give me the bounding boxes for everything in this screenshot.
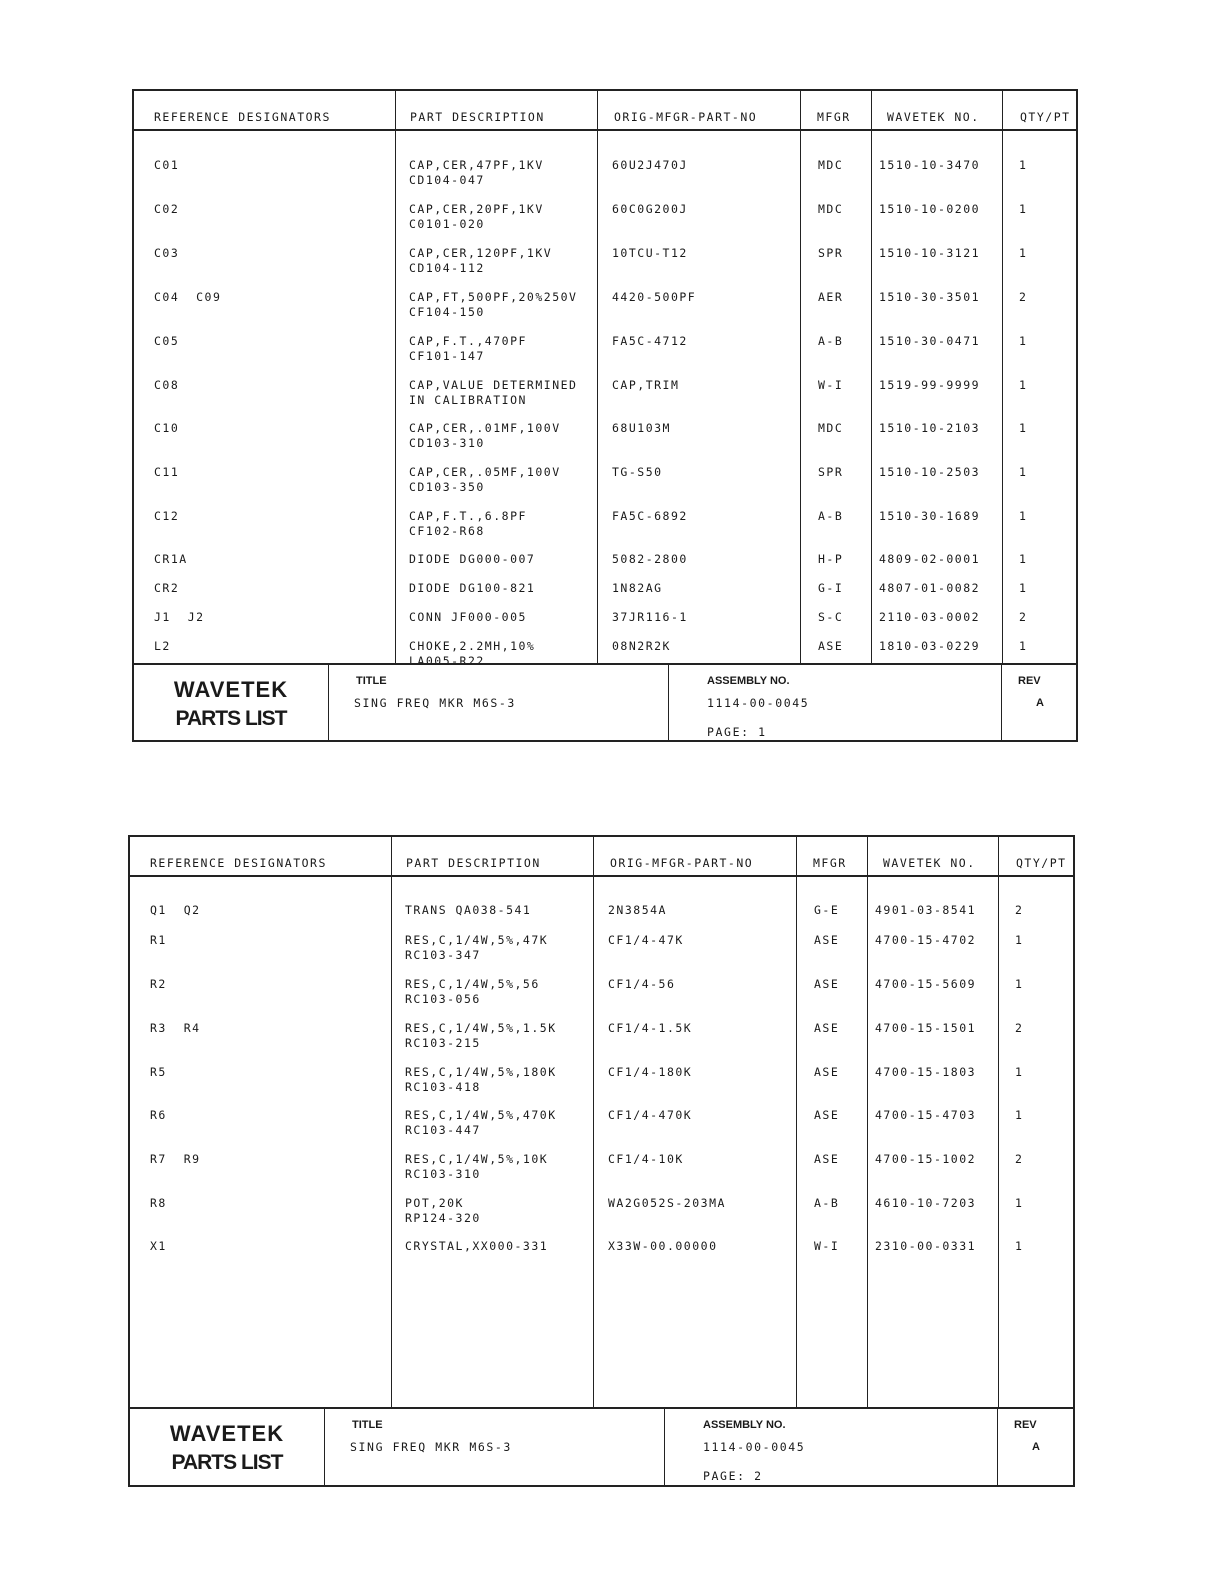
- column-header-wavetek-no: WAVETEK NO.: [887, 110, 980, 124]
- table-cell-wt: 4700-15-1002: [875, 1152, 977, 1166]
- table-cell-qty: 1: [1019, 202, 1028, 216]
- column-divider: [796, 837, 797, 1407]
- table-cell-qty: 1: [1015, 1108, 1024, 1122]
- column-divider: [867, 837, 868, 1407]
- table-cell-part: 2N3854A: [608, 903, 667, 917]
- table-cell-desc: CAP,CER,.05MF,100V CD103-350: [409, 465, 561, 494]
- wavetek-logo: [130, 1421, 324, 1475]
- table-cell-part: 37JR116-1: [612, 610, 688, 624]
- table-cell-qty: 1: [1019, 246, 1028, 260]
- table-cell-part: 1N82AG: [612, 581, 663, 595]
- table-cell-desc: CAP,FT,500PF,20%250V CF104-150: [409, 290, 578, 319]
- title-block-divider: [668, 665, 669, 742]
- table-cell-ref: R3 R4: [150, 1021, 201, 1035]
- table-cell-wt: 4700-15-4702: [875, 933, 977, 947]
- table-cell-qty: 1: [1015, 1239, 1024, 1253]
- rev-label: REV: [1014, 1419, 1037, 1431]
- table-cell-desc: CAP,CER,47PF,1KV CD104-047: [409, 158, 544, 187]
- table-cell-wt: 4700-15-5609: [875, 977, 977, 991]
- table-cell-desc: RES,C,1/4W,5%,470K RC103-447: [405, 1108, 557, 1137]
- column-header-ref: REFERENCE DESIGNATORS: [154, 110, 331, 124]
- table-cell-desc: CAP,CER,20PF,1KV C0101-020: [409, 202, 544, 231]
- table-cell-desc: CAP,CER,120PF,1KV CD104-112: [409, 246, 553, 275]
- table-cell-qty: 1: [1019, 378, 1028, 392]
- table-cell-qty: 1: [1019, 465, 1028, 479]
- table-cell-part: 68U103M: [612, 421, 671, 435]
- title-block: [130, 1407, 1073, 1487]
- column-header-desc: PART DESCRIPTION: [410, 110, 545, 124]
- table-cell-mfgr: W-I: [814, 1239, 840, 1253]
- table-cell-mfgr: ASE: [818, 639, 844, 653]
- assembly-label: ASSEMBLY NO.: [703, 1419, 786, 1431]
- table-cell-ref: C11: [154, 465, 180, 479]
- table-cell-wt: 4700-15-1803: [875, 1065, 977, 1079]
- table-cell-qty: 2: [1015, 903, 1024, 917]
- table-cell-wt: 1510-30-3501: [879, 290, 981, 304]
- rev-value: A: [1036, 697, 1044, 709]
- table-cell-qty: 1: [1019, 509, 1028, 523]
- table-cell-ref: R7 R9: [150, 1152, 201, 1166]
- table-cell-part: 60C0G200J: [612, 202, 688, 216]
- table-cell-wt: 1810-03-0229: [879, 639, 981, 653]
- table-cell-mfgr: SPR: [818, 246, 844, 260]
- column-divider: [1002, 91, 1003, 663]
- column-header-wavetek-no: WAVETEK NO.: [883, 856, 976, 870]
- table-cell-part: WA2G052S-203MA: [608, 1196, 726, 1210]
- page-number: PAGE: 1: [707, 725, 767, 739]
- table-cell-qty: 1: [1019, 158, 1028, 172]
- table-cell-mfgr: A-B: [814, 1196, 840, 1210]
- table-cell-wt: 4809-02-0001: [879, 552, 981, 566]
- assembly-label: ASSEMBLY NO.: [707, 675, 790, 687]
- table-cell-mfgr: MDC: [818, 421, 844, 435]
- table-cell-qty: 1: [1019, 334, 1028, 348]
- table-cell-mfgr: A-B: [818, 334, 844, 348]
- table-cell-mfgr: ASE: [814, 933, 840, 947]
- table-cell-desc: CAP,CER,.01MF,100V CD103-310: [409, 421, 561, 450]
- table-cell-mfgr: H-P: [818, 552, 844, 566]
- table-cell-part: CAP,TRIM: [612, 378, 680, 392]
- table-cell-qty: 2: [1019, 610, 1028, 624]
- brand-name: WAVETEK: [169, 1421, 285, 1446]
- table-cell-qty: 2: [1015, 1021, 1024, 1035]
- column-header-qty: QTY/PT: [1020, 110, 1071, 124]
- table-cell-part: FA5C-4712: [612, 334, 688, 348]
- wavetek-logo: [134, 677, 328, 731]
- table-cell-wt: 1519-99-9999: [879, 378, 981, 392]
- table-cell-mfgr: MDC: [818, 202, 844, 216]
- table-cell-desc: CHOKE,2.2MH,10% LA005-R22: [409, 639, 536, 668]
- column-header-desc: PART DESCRIPTION: [406, 856, 541, 870]
- table-cell-desc: DIODE DG000-007: [409, 552, 536, 566]
- table-cell-ref: C05: [154, 334, 180, 348]
- title-block-divider: [328, 665, 329, 742]
- table-cell-mfgr: G-I: [818, 581, 844, 595]
- title-block-divider: [997, 1409, 998, 1487]
- table-cell-mfgr: SPR: [818, 465, 844, 479]
- assembly-number: 1114-00-0045: [707, 696, 810, 710]
- table-cell-wt: 2110-03-0002: [879, 610, 981, 624]
- table-cell-desc: RES,C,1/4W,5%,180K RC103-418: [405, 1065, 557, 1094]
- table-header: [134, 91, 1076, 131]
- table-cell-desc: CAP,VALUE DETERMINED IN CALIBRATION: [409, 378, 578, 407]
- table-cell-desc: CRYSTAL,XX000-331: [405, 1239, 549, 1253]
- parts-list-sheet: [132, 89, 1078, 742]
- table-cell-desc: RES,C,1/4W,5%,47K RC103-347: [405, 933, 549, 962]
- table-cell-desc: CAP,F.T.,6.8PF CF102-R68: [409, 509, 527, 538]
- table-cell-mfgr: ASE: [814, 1108, 840, 1122]
- table-cell-ref: R8: [150, 1196, 167, 1210]
- column-header-mfgr: MFGR: [817, 110, 851, 124]
- document-type: PARTS LIST: [171, 1451, 283, 1474]
- column-header-ref: REFERENCE DESIGNATORS: [150, 856, 327, 870]
- table-cell-mfgr: ASE: [814, 1021, 840, 1035]
- table-cell-desc: RES,C,1/4W,5%,1.5K RC103-215: [405, 1021, 557, 1050]
- title-block: [134, 663, 1076, 742]
- column-divider: [391, 837, 392, 1407]
- table-cell-qty: 1: [1019, 581, 1028, 595]
- title-value: SING FREQ MKR M6S-3: [354, 696, 516, 710]
- brand-name: WAVETEK: [173, 677, 289, 702]
- table-cell-ref: R5: [150, 1065, 167, 1079]
- table-cell-desc: TRANS QA038-541: [405, 903, 532, 917]
- parts-list-sheet: [128, 835, 1075, 1487]
- table-cell-ref: R1: [150, 933, 167, 947]
- table-cell-wt: 1510-10-3470: [879, 158, 981, 172]
- table-cell-ref: C08: [154, 378, 180, 392]
- table-cell-qty: 1: [1015, 1196, 1024, 1210]
- table-cell-qty: 2: [1019, 290, 1028, 304]
- column-header-mfgr-part: ORIG-MFGR-PART-NO: [614, 110, 758, 124]
- table-cell-part: CF1/4-1.5K: [608, 1021, 693, 1035]
- table-cell-ref: C01: [154, 158, 180, 172]
- table-cell-ref: C03: [154, 246, 180, 260]
- table-cell-mfgr: G-E: [814, 903, 840, 917]
- rev-value: A: [1032, 1441, 1040, 1453]
- table-cell-qty: 1: [1019, 552, 1028, 566]
- table-cell-qty: 1: [1015, 977, 1024, 991]
- table-cell-wt: 2310-00-0331: [875, 1239, 977, 1253]
- table-cell-ref: C04 C09: [154, 290, 222, 304]
- table-cell-ref: X1: [150, 1239, 167, 1253]
- table-cell-ref: CR1A: [154, 552, 188, 566]
- title-block-divider: [324, 1409, 325, 1487]
- table-cell-mfgr: ASE: [814, 1065, 840, 1079]
- document-type: PARTS LIST: [175, 707, 287, 730]
- table-cell-wt: 4700-15-4703: [875, 1108, 977, 1122]
- page-number: PAGE: 2: [703, 1469, 763, 1483]
- table-cell-mfgr: AER: [818, 290, 844, 304]
- table-cell-wt: 1510-10-0200: [879, 202, 981, 216]
- table-cell-ref: C12: [154, 509, 180, 523]
- column-divider: [597, 91, 598, 663]
- title-block-divider: [1001, 665, 1002, 742]
- table-cell-mfgr: ASE: [814, 1152, 840, 1166]
- table-cell-mfgr: MDC: [818, 158, 844, 172]
- table-cell-desc: CONN JF000-005: [409, 610, 527, 624]
- column-divider: [871, 91, 872, 663]
- table-cell-wt: 4700-15-1501: [875, 1021, 977, 1035]
- table-cell-ref: C02: [154, 202, 180, 216]
- table-cell-mfgr: W-I: [818, 378, 844, 392]
- table-cell-ref: C10: [154, 421, 180, 435]
- table-cell-part: 5082-2800: [612, 552, 688, 566]
- table-cell-part: 4420-500PF: [612, 290, 697, 304]
- table-cell-part: 10TCU-T12: [612, 246, 688, 260]
- rev-label: REV: [1018, 675, 1041, 687]
- title-label: TITLE: [356, 675, 387, 687]
- title-block-divider: [664, 1409, 665, 1487]
- table-cell-qty: 1: [1019, 421, 1028, 435]
- table-cell-desc: POT,20K RP124-320: [405, 1196, 481, 1225]
- table-cell-ref: L2: [154, 639, 171, 653]
- table-cell-ref: J1 J2: [154, 610, 205, 624]
- table-cell-part: CF1/4-10K: [608, 1152, 684, 1166]
- column-header-mfgr: MFGR: [813, 856, 847, 870]
- table-cell-part: 60U2J470J: [612, 158, 688, 172]
- column-divider: [800, 91, 801, 663]
- table-cell-part: FA5C-6892: [612, 509, 688, 523]
- table-cell-qty: 2: [1015, 1152, 1024, 1166]
- table-cell-ref: Q1 Q2: [150, 903, 201, 917]
- table-cell-desc: RES,C,1/4W,5%,56 RC103-056: [405, 977, 540, 1006]
- table-cell-wt: 4807-01-0082: [879, 581, 981, 595]
- table-cell-part: 08N2R2K: [612, 639, 671, 653]
- table-cell-ref: CR2: [154, 581, 180, 595]
- table-cell-mfgr: S-C: [818, 610, 844, 624]
- table-cell-part: CF1/4-47K: [608, 933, 684, 947]
- table-cell-wt: 1510-10-2503: [879, 465, 981, 479]
- table-cell-wt: 1510-30-0471: [879, 334, 981, 348]
- table-cell-wt: 1510-10-2103: [879, 421, 981, 435]
- table-cell-desc: DIODE DG100-821: [409, 581, 536, 595]
- table-cell-qty: 1: [1015, 1065, 1024, 1079]
- table-cell-ref: R2: [150, 977, 167, 991]
- column-header-mfgr-part: ORIG-MFGR-PART-NO: [610, 856, 754, 870]
- table-cell-desc: CAP,F.T.,470PF CF101-147: [409, 334, 527, 363]
- table-cell-part: TG-S50: [612, 465, 663, 479]
- column-divider: [998, 837, 999, 1407]
- table-cell-part: CF1/4-56: [608, 977, 676, 991]
- table-cell-desc: RES,C,1/4W,5%,10K RC103-310: [405, 1152, 549, 1181]
- table-cell-part: CF1/4-470K: [608, 1108, 693, 1122]
- table-cell-wt: 1510-30-1689: [879, 509, 981, 523]
- title-value: SING FREQ MKR M6S-3: [350, 1440, 512, 1454]
- column-divider: [593, 837, 594, 1407]
- assembly-number: 1114-00-0045: [703, 1440, 806, 1454]
- column-divider: [395, 91, 396, 663]
- table-cell-wt: 1510-10-3121: [879, 246, 981, 260]
- table-cell-wt: 4610-10-7203: [875, 1196, 977, 1210]
- table-cell-part: CF1/4-180K: [608, 1065, 693, 1079]
- table-cell-part: X33W-00.00000: [608, 1239, 718, 1253]
- table-cell-mfgr: A-B: [818, 509, 844, 523]
- title-label: TITLE: [352, 1419, 383, 1431]
- table-cell-qty: 1: [1019, 639, 1028, 653]
- table-cell-ref: R6: [150, 1108, 167, 1122]
- column-header-qty: QTY/PT: [1016, 856, 1067, 870]
- table-cell-mfgr: ASE: [814, 977, 840, 991]
- table-cell-wt: 4901-03-8541: [875, 903, 977, 917]
- table-cell-qty: 1: [1015, 933, 1024, 947]
- table-header: [130, 837, 1073, 877]
